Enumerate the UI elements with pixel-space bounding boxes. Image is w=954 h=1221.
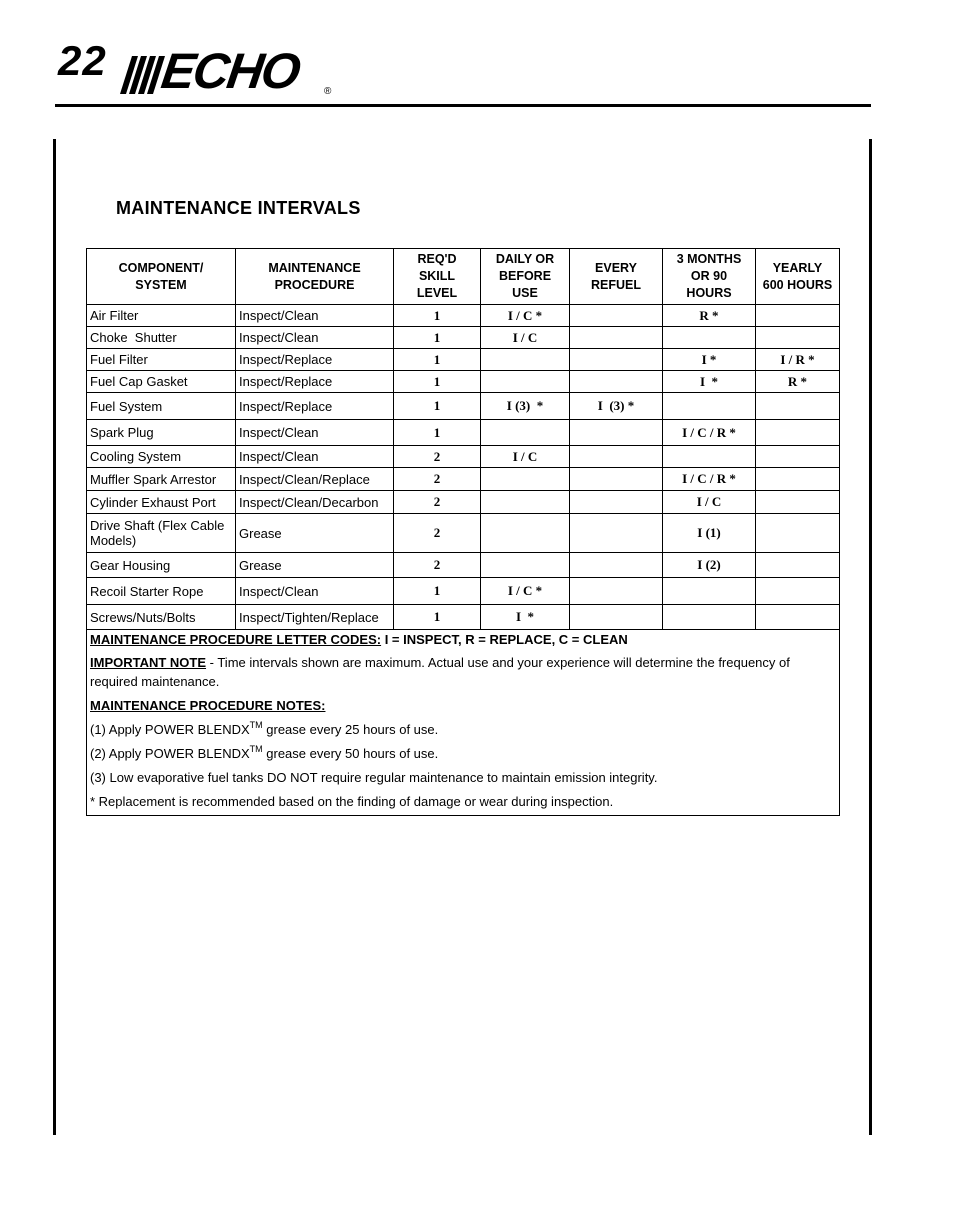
- cell-skill-level: 1: [394, 371, 481, 393]
- note-3: (3) Low evaporative fuel tanks DO NOT require regular maintenance to maintain emission integrity.: [90, 770, 658, 785]
- note-4: * Replacement is recommended based on the finding of damage or wear during inspection.: [90, 794, 614, 809]
- echo-logo: [118, 43, 338, 102]
- header-rule: [55, 104, 871, 107]
- cell-skill-level: 1: [394, 305, 481, 327]
- cell-every-refuel: [570, 371, 663, 393]
- cell-three-months: [663, 446, 756, 468]
- cell-procedure: Inspect/Replace: [236, 371, 394, 393]
- note-2: [90, 744, 836, 763]
- cell-three-months: [663, 327, 756, 349]
- table-row: [87, 468, 840, 491]
- cell-component: Spark Plug: [87, 420, 236, 446]
- column-header-every-refuel: [570, 249, 663, 305]
- table-row: [87, 578, 840, 605]
- cell-daily: [481, 420, 570, 446]
- cell-procedure: Grease: [236, 514, 394, 553]
- cell-three-months: [663, 605, 756, 630]
- cell-component: Air Filter: [87, 305, 236, 327]
- cell-skill-level: 1: [394, 420, 481, 446]
- table-row: [87, 553, 840, 578]
- logo-wordmark: ECHO: [158, 43, 303, 99]
- cell-three-months: I / C: [663, 491, 756, 514]
- column-header-yearly: [756, 249, 840, 305]
- table-row: [87, 420, 840, 446]
- cell-component: Gear Housing: [87, 553, 236, 578]
- cell-component: Screws/Nuts/Bolts: [87, 605, 236, 630]
- cell-every-refuel: [570, 514, 663, 553]
- cell-yearly: [756, 305, 840, 327]
- cell-component: Fuel Cap Gasket: [87, 371, 236, 393]
- cell-skill-level: 1: [394, 349, 481, 371]
- cell-three-months: I (2): [663, 553, 756, 578]
- cell-yearly: [756, 553, 840, 578]
- cell-daily: I / C *: [481, 578, 570, 605]
- right-margin-rule: [869, 139, 872, 1135]
- cell-procedure: Inspect/Clean: [236, 305, 394, 327]
- cell-three-months: I / C / R *: [663, 468, 756, 491]
- important-note: [90, 653, 836, 691]
- cell-every-refuel: [570, 553, 663, 578]
- cell-every-refuel: [570, 305, 663, 327]
- cell-every-refuel: [570, 420, 663, 446]
- cell-procedure: Inspect/Replace: [236, 393, 394, 420]
- table-row: [87, 349, 840, 371]
- note-1-text: (1) Apply POWER BLENDX: [90, 722, 250, 737]
- cell-skill-level: 1: [394, 578, 481, 605]
- cell-component: Recoil Starter Rope: [87, 578, 236, 605]
- note-1: [90, 720, 836, 739]
- cell-yearly: [756, 605, 840, 630]
- table-row: [87, 393, 840, 420]
- cell-three-months: R *: [663, 305, 756, 327]
- procedure-notes-heading: [90, 696, 836, 715]
- column-header-line: BEFORE: [498, 269, 552, 283]
- important-note-label: IMPORTANT NOTE: [90, 655, 207, 670]
- cell-daily: [481, 514, 570, 553]
- cell-yearly: [756, 578, 840, 605]
- cell-procedure: Inspect/Clean/Replace: [236, 468, 394, 491]
- cell-yearly: R *: [756, 371, 840, 393]
- cell-three-months: I *: [663, 349, 756, 371]
- cell-yearly: [756, 446, 840, 468]
- column-header-line: USE: [512, 286, 538, 300]
- cell-daily: I / C: [481, 446, 570, 468]
- table-row: [87, 491, 840, 514]
- note-1-text-end: grease every 25 hours of use.: [262, 722, 439, 737]
- cell-daily: I / C: [481, 327, 570, 349]
- column-header-daily: [481, 249, 570, 305]
- column-header-line: DAILY OR: [495, 252, 555, 266]
- cell-daily: [481, 468, 570, 491]
- cell-every-refuel: [570, 349, 663, 371]
- cell-component: Choke Shutter: [87, 327, 236, 349]
- cell-three-months: I *: [663, 371, 756, 393]
- cell-procedure: Inspect/Clean: [236, 446, 394, 468]
- cell-skill-level: 2: [394, 514, 481, 553]
- cell-daily: [481, 491, 570, 514]
- cell-skill-level: 2: [394, 553, 481, 578]
- left-margin-rule: [53, 139, 56, 1135]
- column-header-line: 600 HOURS: [762, 277, 833, 292]
- trademark-mark: TM: [249, 744, 263, 754]
- letter-codes-note: [90, 630, 836, 649]
- cell-daily: [481, 371, 570, 393]
- column-header-line: 3 MONTHS: [676, 252, 742, 266]
- letter-codes-text: I = INSPECT, R = REPLACE, C = CLEAN: [381, 632, 628, 647]
- cell-daily: I (3) *: [481, 393, 570, 420]
- cell-procedure: Inspect/Clean: [236, 578, 394, 605]
- cell-three-months: I (1): [663, 514, 756, 553]
- column-header-skill-level: [394, 249, 481, 305]
- cell-skill-level: 1: [394, 327, 481, 349]
- column-header-procedure: [236, 249, 394, 305]
- table-row: [87, 605, 840, 630]
- column-header-line: COMPONENT/: [118, 260, 204, 275]
- cell-procedure: Inspect/Replace: [236, 349, 394, 371]
- table-row: [87, 327, 840, 349]
- page-number: 22: [58, 37, 107, 84]
- cell-procedure: Inspect/Tighten/Replace: [236, 605, 394, 630]
- cell-every-refuel: [570, 578, 663, 605]
- column-header-line: HOURS: [686, 286, 732, 300]
- cell-every-refuel: [570, 327, 663, 349]
- cell-skill-level: 2: [394, 446, 481, 468]
- table-row: [87, 514, 840, 553]
- note-2-text: (2) Apply POWER BLENDX: [90, 746, 250, 761]
- cell-every-refuel: [570, 605, 663, 630]
- cell-yearly: [756, 468, 840, 491]
- column-header-line: SYSTEM: [135, 277, 187, 292]
- registered-mark: ®: [324, 86, 332, 97]
- column-header-three-months: [663, 249, 756, 305]
- cell-skill-level: 1: [394, 393, 481, 420]
- table-row: [87, 371, 840, 393]
- column-header-line: MAINTENANCE: [268, 260, 361, 275]
- cell-procedure: Inspect/Clean: [236, 327, 394, 349]
- cell-three-months: [663, 393, 756, 420]
- procedure-notes-label: MAINTENANCE PROCEDURE NOTES:: [90, 698, 326, 713]
- table-row: [87, 446, 840, 468]
- cell-yearly: [756, 491, 840, 514]
- cell-three-months: [663, 578, 756, 605]
- cell-daily: I / C *: [481, 305, 570, 327]
- cell-skill-level: 2: [394, 468, 481, 491]
- note-2-text-end: grease every 50 hours of use.: [262, 746, 439, 761]
- cell-yearly: [756, 327, 840, 349]
- cell-three-months: I / C / R *: [663, 420, 756, 446]
- cell-yearly: [756, 514, 840, 553]
- column-header-line: EVERY: [595, 260, 637, 275]
- cell-component: Muffler Spark Arrestor: [87, 468, 236, 491]
- cell-yearly: I / R *: [756, 349, 840, 371]
- cell-component: Drive Shaft (Flex Cable Models): [87, 514, 236, 553]
- cell-procedure: Inspect/Clean/Decarbon: [236, 491, 394, 514]
- cell-every-refuel: [570, 491, 663, 514]
- cell-every-refuel: [570, 446, 663, 468]
- cell-yearly: [756, 420, 840, 446]
- cell-every-refuel: I (3) *: [570, 393, 663, 420]
- cell-component: Cylinder Exhaust Port: [87, 491, 236, 514]
- cell-daily: [481, 349, 570, 371]
- cell-yearly: [756, 393, 840, 420]
- cell-every-refuel: [570, 468, 663, 491]
- cell-component: Fuel System: [87, 393, 236, 420]
- column-header-line: REQ'D: [417, 252, 457, 266]
- section-title: MAINTENANCE INTERVALS: [116, 198, 361, 218]
- column-header-line: REFUEL: [591, 277, 641, 292]
- cell-skill-level: 2: [394, 491, 481, 514]
- table-header-row: [87, 249, 840, 305]
- cell-procedure: Grease: [236, 553, 394, 578]
- column-header-component: [87, 249, 236, 305]
- important-note-text: - Time intervals shown are maximum. Actual use and your experience will determine the frequency of required maintenance.: [90, 655, 790, 689]
- column-header-line: SKILL: [418, 269, 456, 283]
- column-header-line: PROCEDURE: [274, 277, 355, 292]
- column-header-line: LEVEL: [416, 286, 458, 300]
- table-row: [87, 305, 840, 327]
- cell-skill-level: 1: [394, 605, 481, 630]
- cell-daily: I *: [481, 605, 570, 630]
- maintenance-table: [86, 248, 840, 816]
- cell-component: Cooling System: [87, 446, 236, 468]
- notes-cell: [87, 630, 840, 816]
- letter-codes-label: MAINTENANCE PROCEDURE LETTER CODES:: [90, 632, 382, 647]
- cell-daily: [481, 553, 570, 578]
- column-header-line: OR 90: [690, 269, 728, 283]
- cell-procedure: Inspect/Clean: [236, 420, 394, 446]
- cell-component: Fuel Filter: [87, 349, 236, 371]
- trademark-mark: TM: [249, 720, 263, 730]
- column-header-line: YEARLY: [772, 260, 823, 275]
